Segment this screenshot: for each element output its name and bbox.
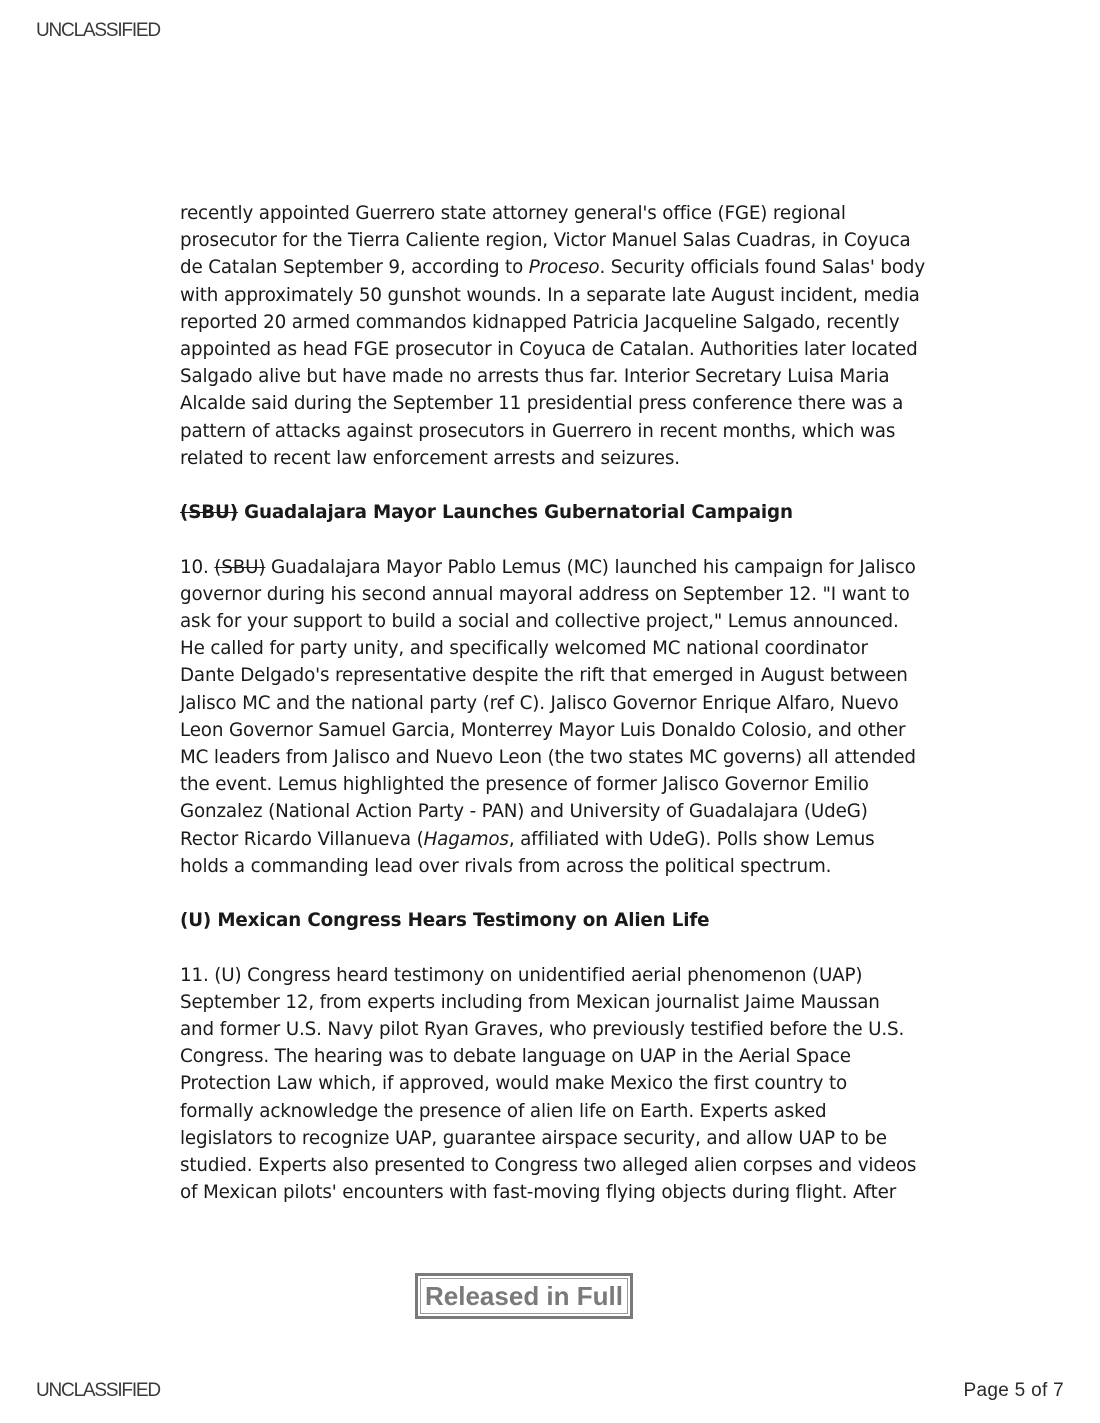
- body-line: Dante Delgado's representative despite the rift that emerged in August between: [180, 665, 908, 687]
- document-body: [180, 200, 940, 1206]
- party-name: Hagamos: [423, 828, 509, 850]
- body-line: appointed as head FGE prosecutor in Coyuca de Catalan. Authorities later located: [180, 339, 918, 361]
- body-line: Leon Governor Samuel Garcia, Monterrey Mayor Luis Donaldo Colosio, and other: [180, 719, 906, 741]
- body-line: Gonzalez (National Action Party - PAN) and University of Guadalajara (UdeG): [180, 801, 868, 823]
- body-line: with approximately 50 gunshot wounds. In a separate late August incident, media: [180, 284, 920, 306]
- body-line: reported 20 armed commandos kidnapped Patricia Jacqueline Salgado, recently: [180, 311, 900, 333]
- body-line: Rector Ricardo Villanueva (Hagamos, affiliated with UdeG). Polls show Lemus: [180, 828, 875, 850]
- body-line: MC leaders from Jalisco and Nuevo Leon (the two states MC governs) all attended: [180, 747, 916, 769]
- paragraph-11-start: 11. (U) Congress heard testimony on unidentified aerial phenomenon (UAP): [180, 964, 863, 986]
- body-line: ask for your support to build a social and collective project," Lemus announced.: [180, 611, 899, 633]
- body-line: Protection Law which, if approved, would make Mexico the first country to: [180, 1073, 847, 1095]
- body-line: of Mexican pilots' encounters with fast-moving flying objects during flight. After: [180, 1182, 897, 1204]
- body-line: pattern of attacks against prosecutors in Guerrero in recent months, which was: [180, 420, 896, 442]
- released-stamp-text: Released in Full: [420, 1278, 628, 1314]
- paragraph-10-start: 10. (SBU) Guadalajara Mayor Pablo Lemus (MC) launched his campaign for Jalisco: [180, 556, 916, 578]
- section-heading-guadalajara: (SBU) Guadalajara Mayor Launches Gubernatorial Campaign: [180, 502, 793, 524]
- body-line: governor during his second annual mayoral address on September 12. "I want to: [180, 583, 910, 605]
- body-line: legislators to recognize UAP, guarantee airspace security, and allow UAP to be: [180, 1127, 887, 1149]
- body-line: prosecutor for the Tierra Caliente region, Victor Manuel Salas Cuadras, in Coyuca: [180, 230, 911, 252]
- body-line: He called for party unity, and specifically welcomed MC national coordinator: [180, 638, 868, 660]
- body-line: Jalisco MC and the national party (ref C). Jalisco Governor Enrique Alfaro, Nuevo: [180, 692, 899, 714]
- publication-name: Proceso: [528, 257, 600, 279]
- body-line: Congress. The hearing was to debate language on UAP in the Aerial Space: [180, 1046, 851, 1068]
- classification-marking-top: UNCLASSIFIED: [36, 20, 160, 41]
- body-line: holds a commanding lead over rivals from across the political spectrum.: [180, 855, 832, 877]
- body-line: recently appointed Guerrero state attorney general's office (FGE) regional: [180, 203, 846, 224]
- page-number: Page 5 of 7: [963, 1380, 1064, 1401]
- body-line: related to recent law enforcement arrests and seizures.: [180, 447, 680, 469]
- section-heading-alien-life: (U) Mexican Congress Hears Testimony on Alien Life: [180, 910, 710, 932]
- body-line: Salgado alive but have made no arrests thus far. Interior Secretary Luisa Maria: [180, 366, 890, 388]
- body-line: studied. Experts also presented to Congress two alleged alien corpses and videos: [180, 1155, 917, 1177]
- released-in-full-stamp: [415, 1273, 633, 1319]
- classification-mark-struck: (SBU): [180, 502, 238, 524]
- body-line: formally acknowledge the presence of alien life on Earth. Experts asked: [180, 1100, 827, 1122]
- body-line: September 12, from experts including from Mexican journalist Jaime Maussan: [180, 991, 880, 1013]
- body-line: the event. Lemus highlighted the presence of former Jalisco Governor Emilio: [180, 774, 869, 796]
- classification-mark-struck: (SBU): [214, 556, 266, 578]
- body-line: Alcalde said during the September 11 presidential press conference there was a: [180, 393, 904, 415]
- body-line: and former U.S. Navy pilot Ryan Graves, who previously testified before the U.S.: [180, 1019, 905, 1041]
- classification-marking-bottom: UNCLASSIFIED: [36, 1380, 160, 1401]
- body-line: de Catalan September 9, according to Proceso. Security officials found Salas' body: [180, 257, 926, 279]
